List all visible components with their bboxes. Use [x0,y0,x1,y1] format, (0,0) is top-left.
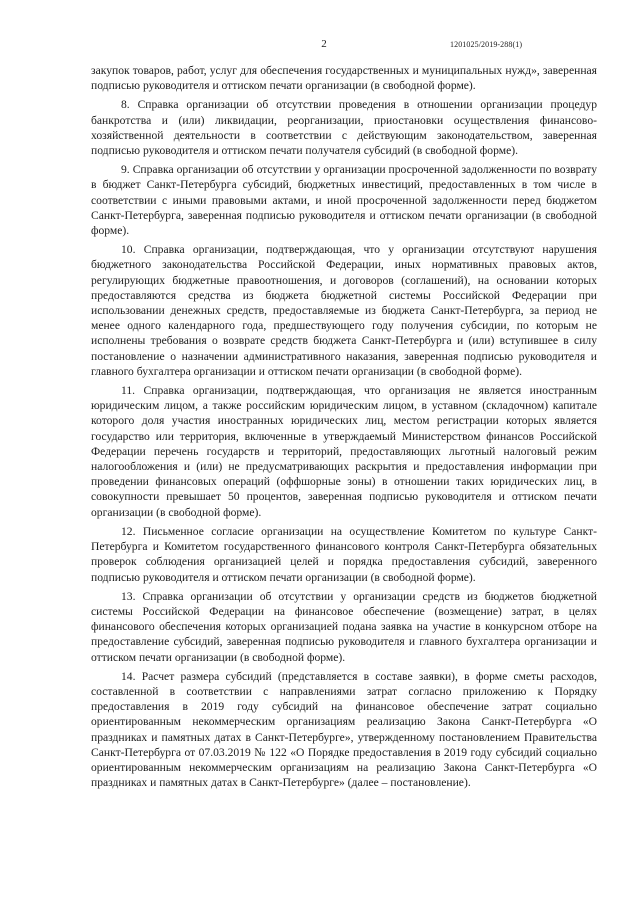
page-number: 2 [321,38,327,50]
paragraph-item-14: 14. Расчет размера субсидий (представляется в составе заявки), в форме сметы расходов, составленной в соответствии с направлениями затрат согласно приложению к Порядку предоставления в 2019 году субсидий на финансовое обеспечение затрат социально ориентированным некоммерческим организациям реализацию Закона Санкт-Петербурга «О праздниках и памятных датах в Санкт-Петербурге», утвержденному постановлением Правительства Санкт-Петербурга от 07.03.2019 № 122 «О Порядке предоставления в 2019 году субсидий социально ориентированным некоммерческим организациям на реализацию Закона Санкт-Петербурга «О праздниках и памятных датах в Санкт-Петербурге» (далее – постановление). [91,669,597,790]
document-number: 1201025/2019-288(1) [450,40,523,49]
paragraph-item-8: 8. Справка организации об отсутствии проведения в отношении организации процедур банкротства и (или) ликвидации, реорганизации, приостановки осуществления финансово-хозяйственной деятельности в соответствии с действующим законодательством, заверенная подписью руководителя и оттиском печати получателя субсидий (в свободной форме). [91,98,597,158]
paragraph-item-9: 9. Справка организации об отсутствии у организации просроченной задолженности по возврату в бюджет Санкт-Петербурга субсидий, бюджетных инвестиций, предоставленных в том числе в соответствии с иными правовыми актами, и иной просроченной задолженности перед бюджетом Санкт-Петербурга, заверенная подписью руководителя и оттиском печати организации (в свободной форме). [91,163,597,238]
document-body [91,63,597,794]
paragraph-continuation: закупок товаров, работ, услуг для обеспечения государственных и муниципальных нужд», заверенная подписью руководителя и оттиском печати организации (в свободной форме). [91,64,597,93]
paragraph-item-12: 12. Письменное согласие организации на осуществление Комитетом по культуре Санкт-Петербурга и Комитетом государственного финансового контроля Санкт-Петербурга обязательных проверок соблюдения организацией целей и порядка предоставления субсидий, заверенного подписью руководителя и оттиском печати организации (в свободной форме). [91,524,597,584]
paragraph-item-10: 10. Справка организации, подтверждающая, что у организации отсутствуют нарушения бюджетного законодательства Российской Федерации, иных нормативных правовых актов, регулирующих бюджетные правоотношения, и договоров (соглашений), на основании которых предоставляются средства из бюджета бюджетной системы Российской Федерации при использовании денежных средств, предоставляемые из бюджета Санкт-Петербурга, за период не менее одного календарного года, предшествующего году получения субсидии, по которым не исполнены требования о возврате средств бюджета Санкт-Петербурга и (или) вступившее в силу постановление о назначении административного наказания, заверенная подписью руководителя и главного бухгалтера организации и оттиском печати организации (в свободной форме). [91,243,597,378]
paragraph-item-13: 13. Справка организации об отсутствии у организации средств из бюджетов бюджетной системы Российской Федерации на финансовое обеспечение (возмещение) затрат, в целях финансового обеспечения которых организацией подана заявка на участие в конкурсном отборе на предоставление субсидий, заверенная подписью руководителя и главного бухгалтера организации и оттиском печати организации (в свободной форме). [91,589,597,664]
paragraph-item-11: 11. Справка организации, подтверждающая, что организация не является иностранным юридическим лицом, а также российским юридическим лицом, в уставном (складочном) капитале которого доля участия иностранных юридических лиц, местом регистрации которых является государство или территория, включенные в утверждаемый Министерством финансов Российской Федерации перечень государств и территорий, предоставляющих льготный налоговый режим налогообложения и (или) не предусматривающих раскрытия и предоставления информации при проведении финансовых операций (оффшорные зоны) в отношении таких юридических лиц, в совокупности превышает 50 процентов, заверенная подписью руководителя и оттиском печати организации (в свободной форме). [91,384,597,519]
